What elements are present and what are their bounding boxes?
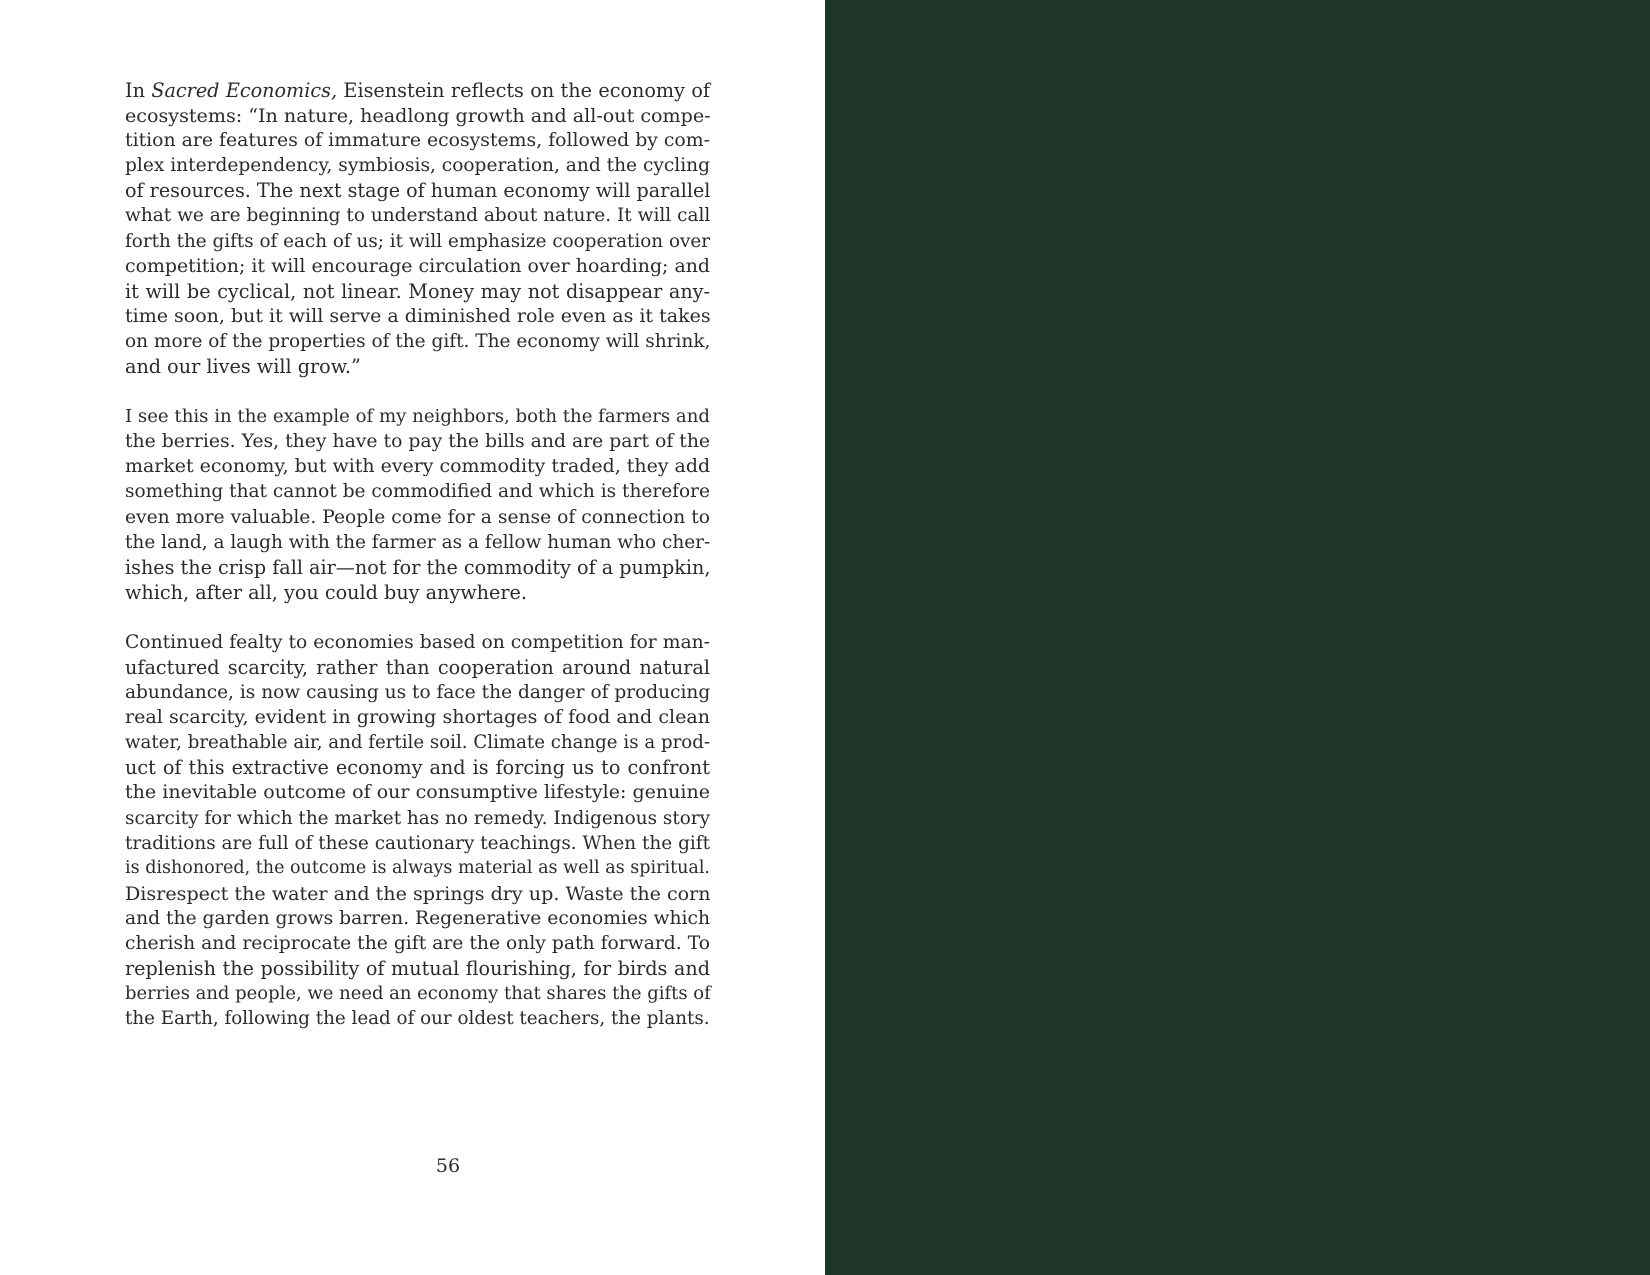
text-line: abundance, is now causing us to face the danger of producing bbox=[125, 682, 711, 704]
text-line: Continued fealty to economies based on competition for man- bbox=[125, 631, 710, 653]
text-line: the land, a laugh with the farmer as a fellow human who cher- bbox=[125, 531, 711, 553]
text-line: the Earth, following the lead of our oldest teachers, the plants. bbox=[125, 1008, 710, 1030]
text-line: scarcity for which the market has no remedy. Indigenous story bbox=[125, 807, 711, 829]
text-line: ufactured scarcity, rather than cooperation around natural bbox=[125, 655, 710, 679]
text-line: the inevitable outcome of our consumptive lifestyle: genuine bbox=[125, 781, 710, 804]
text-line: which, after all, you could buy anywhere. bbox=[125, 580, 528, 604]
book-title-italic: Sacred Economics, bbox=[151, 79, 338, 102]
text-line: and our lives will grow.” bbox=[125, 355, 361, 379]
paragraph-1 bbox=[125, 78, 710, 379]
text-line: berries and people, we need an economy that shares the gifts of bbox=[125, 983, 711, 1005]
text-line: uct of this extractive economy and is forcing us to confront bbox=[125, 756, 710, 780]
text-line: tition are features of immature ecosystems, followed by com- bbox=[125, 130, 710, 152]
text-run: In bbox=[125, 79, 152, 102]
text-line: replenish the possibility of mutual flourishing, for birds and bbox=[125, 957, 710, 981]
text-line: ecosystems: “In nature, headlong growth and all-out compe- bbox=[125, 104, 711, 128]
text-line: Disrespect the water and the springs dry up. Waste the corn bbox=[125, 881, 711, 905]
text-line: plex interdependency, symbiosis, cooperation, and the cycling bbox=[125, 155, 710, 177]
text-line: and the garden grows barren. Regenerative economies which bbox=[125, 907, 711, 929]
text-line: cherish and reciprocate the gift are the only path forward. To bbox=[125, 933, 710, 954]
text-line: ishes the crisp fall air—not for the commodity of a pumpkin, bbox=[125, 555, 711, 579]
text-line: forth the gifts of each of us; it will emphasize cooperation over bbox=[125, 230, 710, 252]
text-line: what we are beginning to understand about nature. It will call bbox=[125, 205, 711, 227]
text-line: of resources. The next stage of human economy will parallel bbox=[125, 179, 711, 203]
paragraph-3 bbox=[125, 630, 710, 1032]
text-line: real scarcity, evident in growing shortages of food and clean bbox=[125, 706, 710, 729]
text-line: traditions are full of these cautionary teachings. When the gift bbox=[125, 832, 710, 854]
paragraph-2 bbox=[125, 404, 710, 605]
text-line bbox=[125, 78, 710, 103]
text-line: the berries. Yes, they have to pay the bills and are part of the bbox=[125, 431, 711, 453]
text-line: time soon, but it will serve a diminished role even as it takes bbox=[125, 304, 711, 327]
text-line: market economy, but with every commodity traded, they add bbox=[125, 455, 711, 478]
text-run: Eisenstein reflects on the economy of bbox=[337, 79, 710, 102]
text-line: I see this in the example of my neighbors, both the farmers and bbox=[125, 406, 710, 428]
page-number: 56 bbox=[435, 1155, 461, 1177]
text-line: on more of the properties of the gift. The economy will shrink, bbox=[125, 330, 711, 352]
text-line: even more valuable. People come for a sense of connection to bbox=[125, 506, 710, 528]
text-line: something that cannot be commodified and which is therefore bbox=[125, 481, 710, 503]
body-text bbox=[125, 78, 710, 1056]
text-line: competition; it will encourage circulation over hoarding; and bbox=[125, 254, 710, 277]
text-line: it will be cyclical, not linear. Money may not disappear any- bbox=[125, 279, 710, 303]
text-line: is dishonored, the outcome is always material as well as spiritual. bbox=[125, 857, 710, 878]
text-line: water, breathable air, and fertile soil. Climate change is a prod- bbox=[125, 732, 710, 754]
right-page-solid-green bbox=[825, 0, 1650, 1275]
